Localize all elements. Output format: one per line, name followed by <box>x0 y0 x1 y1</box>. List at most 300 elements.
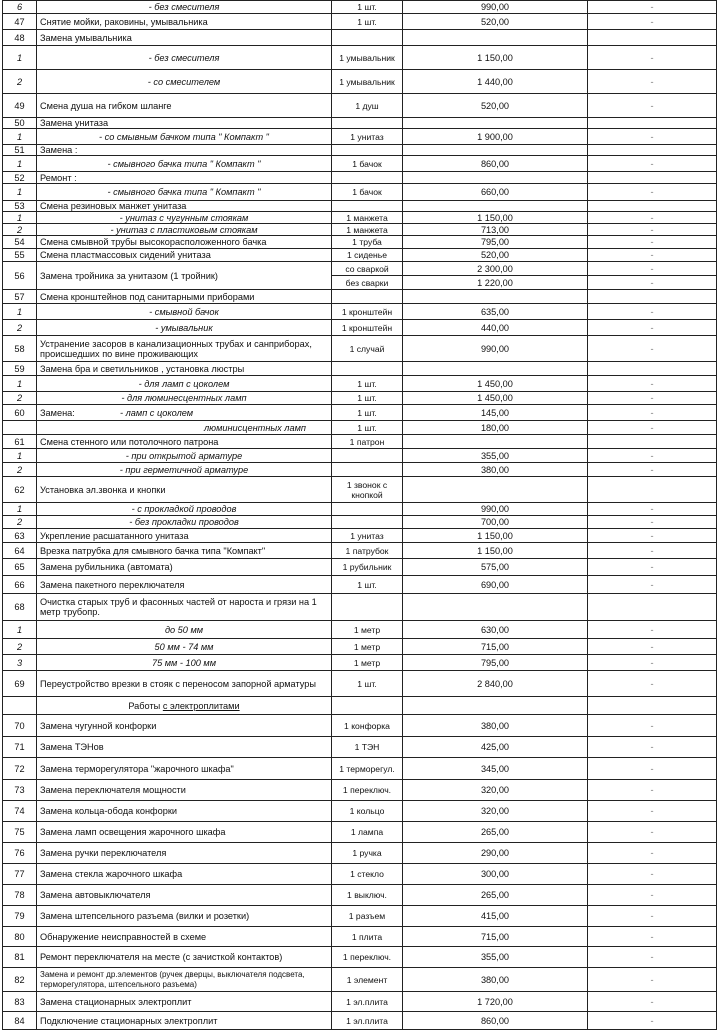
table-row <box>3 621 717 639</box>
row-unit: 1 переключ. <box>332 947 403 968</box>
table-row <box>3 118 717 129</box>
row-number: 2 <box>3 463 37 477</box>
row-description: Замена : <box>37 145 332 156</box>
table-row <box>3 864 717 885</box>
row-price <box>403 201 588 212</box>
row-unit: 1 шт. <box>332 376 403 392</box>
row-extra: - <box>588 392 717 405</box>
row-description: Замена ТЭНов <box>37 737 332 758</box>
row-number: 2 <box>3 516 37 529</box>
row-extra: - <box>588 516 717 529</box>
table-row <box>3 262 717 276</box>
table-row <box>3 94 717 118</box>
row-number: 1 <box>3 46 37 70</box>
row-price: 440,00 <box>403 320 588 336</box>
row-unit: 1 умывальник <box>332 46 403 70</box>
row-price: 635,00 <box>403 304 588 320</box>
row-unit <box>332 697 403 715</box>
table-row <box>3 1 717 14</box>
table-row <box>3 576 717 594</box>
row-extra: - <box>588 621 717 639</box>
row-extra: - <box>588 129 717 145</box>
row-number: 1 <box>3 621 37 639</box>
row-price: 1 900,00 <box>403 129 588 145</box>
row-description: Замена терморегулятора "жарочного шкафа" <box>37 758 332 780</box>
row-extra: - <box>588 529 717 543</box>
row-unit: 1 патрон <box>332 435 403 449</box>
row-extra: - <box>588 262 717 276</box>
row-price: 795,00 <box>403 236 588 249</box>
table-row <box>3 594 717 621</box>
row-number: 56 <box>3 262 37 290</box>
row-description: - умывальник <box>37 320 332 336</box>
row-extra: - <box>588 336 717 362</box>
row-unit: 1 терморегул. <box>332 758 403 780</box>
row-price: 990,00 <box>403 1 588 14</box>
table-row <box>3 697 717 715</box>
table-row <box>3 145 717 156</box>
row-description: - со смесителем <box>37 70 332 94</box>
row-extra: - <box>588 276 717 290</box>
row-extra: - <box>588 70 717 94</box>
row-price: 715,00 <box>403 927 588 947</box>
row-extra: - <box>588 503 717 516</box>
row-price: 1 450,00 <box>403 376 588 392</box>
row-price: 860,00 <box>403 1012 588 1030</box>
row-extra: - <box>588 671 717 697</box>
section-heading <box>37 697 332 715</box>
row-number: 54 <box>3 236 37 249</box>
row-extra: - <box>588 906 717 927</box>
table-row <box>3 392 717 405</box>
description-prefix: Замена: <box>40 407 75 418</box>
table-row <box>3 172 717 184</box>
row-price <box>403 362 588 376</box>
row-description: - унитаз с пластиковым стоякам <box>37 224 332 236</box>
price-list-sheet <box>2 0 716 1030</box>
row-extra: - <box>588 947 717 968</box>
row-unit <box>332 30 403 46</box>
row-extra <box>588 145 717 156</box>
row-description: - для ламп с цоколем <box>37 376 332 392</box>
table-row <box>3 46 717 70</box>
row-extra: - <box>588 992 717 1012</box>
row-description: Установка эл.звонка и кнопки <box>37 477 332 503</box>
row-unit <box>332 362 403 376</box>
row-number: 2 <box>3 392 37 405</box>
table-row <box>3 780 717 801</box>
row-price: 320,00 <box>403 780 588 801</box>
row-price: 1 150,00 <box>403 212 588 224</box>
row-description: Замена и ремонт др.элементов (ручек дверцы, выключателя подсвета, терморегулятора, штепсельного разъема) <box>37 968 332 992</box>
row-unit <box>332 503 403 516</box>
table-row <box>3 201 717 212</box>
row-extra <box>588 201 717 212</box>
description-subitem: люминисцентных ламп <box>204 422 306 433</box>
table-row <box>3 559 717 576</box>
table-row <box>3 70 717 94</box>
row-extra: - <box>588 405 717 421</box>
row-description: - без прокладки проводов <box>37 516 332 529</box>
row-unit <box>332 463 403 477</box>
row-unit <box>332 594 403 621</box>
row-unit: 1 умывальник <box>332 70 403 94</box>
row-price: 2 300,00 <box>403 262 588 276</box>
row-extra <box>588 435 717 449</box>
row-unit: 1 шт. <box>332 576 403 594</box>
row-number: 72 <box>3 758 37 780</box>
row-number: 62 <box>3 477 37 503</box>
row-extra: - <box>588 421 717 435</box>
row-price: 520,00 <box>403 249 588 262</box>
row-price <box>403 435 588 449</box>
row-price: 520,00 <box>403 14 588 30</box>
row-price: 575,00 <box>403 559 588 576</box>
table-row <box>3 947 717 968</box>
row-extra: - <box>588 212 717 224</box>
row-description: Замена штепсельного разъема (вилки и розетки) <box>37 906 332 927</box>
row-number: 57 <box>3 290 37 304</box>
table-row <box>3 224 717 236</box>
row-description: Смена пластмассовых сидений унитаза <box>37 249 332 262</box>
row-description: Замена пакетного переключателя <box>37 576 332 594</box>
table-row <box>3 968 717 992</box>
row-number: 69 <box>3 671 37 697</box>
row-description: Замена кольца-обода конфорки <box>37 801 332 822</box>
row-extra: - <box>588 543 717 559</box>
row-unit: 1 сиденье <box>332 249 403 262</box>
row-description: Смена стенного или потолочного патрона <box>37 435 332 449</box>
row-extra: - <box>588 758 717 780</box>
table-row <box>3 249 717 262</box>
row-number: 55 <box>3 249 37 262</box>
table-row <box>3 362 717 376</box>
row-unit: 1 кронштейн <box>332 320 403 336</box>
row-price <box>403 145 588 156</box>
row-price: 380,00 <box>403 715 588 737</box>
table-row <box>3 885 717 906</box>
row-extra: - <box>588 1 717 14</box>
row-extra: - <box>588 968 717 992</box>
table-row <box>3 906 717 927</box>
row-extra <box>588 118 717 129</box>
row-description: Обнаружение неисправностей в схеме <box>37 927 332 947</box>
price-table-body <box>3 1 717 1030</box>
row-extra: - <box>588 376 717 392</box>
table-row <box>3 639 717 655</box>
row-price <box>403 30 588 46</box>
row-number: 6 <box>3 1 37 14</box>
row-price: 520,00 <box>403 94 588 118</box>
row-unit: 1 шт. <box>332 405 403 421</box>
row-description: Ремонт переключателя на месте (с зачисткой контактов) <box>37 947 332 968</box>
row-price: 860,00 <box>403 156 588 172</box>
table-row <box>3 801 717 822</box>
table-row <box>3 1012 717 1030</box>
row-number: 1 <box>3 184 37 201</box>
description-subitem: - ламп с цоколем <box>120 407 194 418</box>
row-description: Замена автовыключателя <box>37 885 332 906</box>
table-row <box>3 503 717 516</box>
price-table <box>2 0 717 1030</box>
row-unit: 1 кронштейн <box>332 304 403 320</box>
table-row <box>3 290 717 304</box>
row-number: 76 <box>3 843 37 864</box>
row-unit: 1 метр <box>332 621 403 639</box>
row-number: 78 <box>3 885 37 906</box>
row-unit: 1 эл.плита <box>332 992 403 1012</box>
row-extra: - <box>588 449 717 463</box>
row-description: Замена рубильника (автомата) <box>37 559 332 576</box>
row-unit: 1 манжета <box>332 212 403 224</box>
row-extra: - <box>588 46 717 70</box>
row-unit: 1 шт. <box>332 14 403 30</box>
row-price <box>403 172 588 184</box>
row-unit: 1 рубильник <box>332 559 403 576</box>
row-unit: 1 стекло <box>332 864 403 885</box>
row-description: - для люминесцентных ламп <box>37 392 332 405</box>
row-extra: - <box>588 94 717 118</box>
row-unit: 1 манжета <box>332 224 403 236</box>
row-unit: 1 метр <box>332 655 403 671</box>
row-price <box>403 697 588 715</box>
row-extra: - <box>588 156 717 172</box>
row-description: - со смывным бачком типа " Компакт " <box>37 129 332 145</box>
table-row <box>3 758 717 780</box>
row-description: 75 мм - 100 мм <box>37 655 332 671</box>
row-number: 65 <box>3 559 37 576</box>
row-number: 2 <box>3 639 37 655</box>
row-unit: 1 лампа <box>332 822 403 843</box>
row-extra: - <box>588 801 717 822</box>
row-extra: - <box>588 320 717 336</box>
row-description: 50 мм - 74 мм <box>37 639 332 655</box>
row-description: Смена смывной трубы высокорасположенного бачка <box>37 236 332 249</box>
row-price: 1 150,00 <box>403 529 588 543</box>
row-unit <box>332 172 403 184</box>
row-number: 64 <box>3 543 37 559</box>
table-row <box>3 671 717 697</box>
row-unit: 1 шт. <box>332 392 403 405</box>
table-row <box>3 477 717 503</box>
row-number: 1 <box>3 212 37 224</box>
table-row <box>3 30 717 46</box>
row-extra: - <box>588 737 717 758</box>
row-unit <box>332 118 403 129</box>
row-extra <box>588 362 717 376</box>
row-unit: 1 ручка <box>332 843 403 864</box>
row-unit: 1 разъем <box>332 906 403 927</box>
row-description: Смена душа на гибком шланге <box>37 94 332 118</box>
table-row <box>3 435 717 449</box>
row-unit: 1 бачок <box>332 156 403 172</box>
table-row <box>3 421 717 435</box>
row-number: 79 <box>3 906 37 927</box>
row-description: Смена резиновых манжет унитаза <box>37 201 332 212</box>
row-description: Смена кронштейнов под санитарными приборами <box>37 290 332 304</box>
row-description <box>37 421 332 435</box>
row-extra: - <box>588 822 717 843</box>
table-row <box>3 336 717 362</box>
row-unit <box>332 145 403 156</box>
row-price: 1 450,00 <box>403 392 588 405</box>
row-unit: 1 конфорка <box>332 715 403 737</box>
row-price: 1 220,00 <box>403 276 588 290</box>
row-number: 61 <box>3 435 37 449</box>
row-description: Снятие мойки, раковины, умывальника <box>37 14 332 30</box>
row-unit: без сварки <box>332 276 403 290</box>
row-number: 68 <box>3 594 37 621</box>
table-row <box>3 320 717 336</box>
row-unit: 1 шт. <box>332 421 403 435</box>
section-heading-text: Работы с электроплитами <box>128 700 240 711</box>
row-description: Замена стационарных электроплит <box>37 992 332 1012</box>
row-description: Замена чугунной конфорки <box>37 715 332 737</box>
row-price: 1 720,00 <box>403 992 588 1012</box>
row-number: 59 <box>3 362 37 376</box>
row-number: 48 <box>3 30 37 46</box>
row-price: 425,00 <box>403 737 588 758</box>
row-unit: 1 переключ. <box>332 780 403 801</box>
row-number: 75 <box>3 822 37 843</box>
table-row <box>3 184 717 201</box>
row-number: 2 <box>3 224 37 236</box>
row-description: - смывной бачок <box>37 304 332 320</box>
row-number: 1 <box>3 449 37 463</box>
row-extra <box>588 172 717 184</box>
row-number: 74 <box>3 801 37 822</box>
row-description: Замена стекла жарочного шкафа <box>37 864 332 885</box>
row-description: - при герметичной арматуре <box>37 463 332 477</box>
row-price <box>403 118 588 129</box>
table-row <box>3 822 717 843</box>
row-unit: 1 душ <box>332 94 403 118</box>
row-description: - с прокладкой проводов <box>37 503 332 516</box>
row-unit: 1 эл.плита <box>332 1012 403 1030</box>
row-number <box>3 697 37 715</box>
row-price: 990,00 <box>403 336 588 362</box>
table-row <box>3 715 717 737</box>
row-description: - смывного бачка типа " Компакт " <box>37 156 332 172</box>
row-extra <box>588 290 717 304</box>
row-price: 380,00 <box>403 968 588 992</box>
table-row <box>3 376 717 392</box>
row-extra: - <box>588 249 717 262</box>
row-extra: - <box>588 885 717 906</box>
row-price: 715,00 <box>403 639 588 655</box>
row-price: 380,00 <box>403 463 588 477</box>
row-number <box>3 421 37 435</box>
row-number: 1 <box>3 156 37 172</box>
row-extra: - <box>588 927 717 947</box>
row-extra: - <box>588 843 717 864</box>
row-price: 1 440,00 <box>403 70 588 94</box>
row-description: - при открытой арматуре <box>37 449 332 463</box>
row-description: Замена ламп освещения жарочного шкафа <box>37 822 332 843</box>
row-unit <box>332 516 403 529</box>
row-unit: 1 ТЭН <box>332 737 403 758</box>
row-extra <box>588 30 717 46</box>
table-row <box>3 14 717 30</box>
table-row <box>3 236 717 249</box>
table-row <box>3 304 717 320</box>
row-extra: - <box>588 576 717 594</box>
table-row <box>3 737 717 758</box>
row-extra: - <box>588 1012 717 1030</box>
table-row <box>3 927 717 947</box>
row-unit: 1 бачок <box>332 184 403 201</box>
row-number: 66 <box>3 576 37 594</box>
row-price: 145,00 <box>403 405 588 421</box>
row-number: 80 <box>3 927 37 947</box>
row-unit: 1 труба <box>332 236 403 249</box>
row-unit: 1 кольцо <box>332 801 403 822</box>
row-extra: - <box>588 655 717 671</box>
row-unit: 1 патрубок <box>332 543 403 559</box>
row-unit: 1 метр <box>332 639 403 655</box>
row-unit: 1 шт. <box>332 671 403 697</box>
row-number: 1 <box>3 129 37 145</box>
row-number: 84 <box>3 1012 37 1030</box>
row-number: 1 <box>3 304 37 320</box>
row-price: 355,00 <box>403 947 588 968</box>
row-number: 3 <box>3 655 37 671</box>
row-number: 77 <box>3 864 37 885</box>
row-price: 2 840,00 <box>403 671 588 697</box>
row-unit: 1 выключ. <box>332 885 403 906</box>
row-number: 2 <box>3 70 37 94</box>
row-description: Замена ручки переключателя <box>37 843 332 864</box>
row-description: Укрепление расшатанного унитаза <box>37 529 332 543</box>
row-number: 58 <box>3 336 37 362</box>
row-extra <box>588 697 717 715</box>
row-price: 265,00 <box>403 885 588 906</box>
row-description: Врезка патрубка для смывного бачка типа "Компакт" <box>37 543 332 559</box>
row-extra: - <box>588 780 717 801</box>
table-row <box>3 516 717 529</box>
row-description: Замена бра и светильников , установка люстры <box>37 362 332 376</box>
row-price: 713,00 <box>403 224 588 236</box>
row-description: - без смесителя <box>37 1 332 14</box>
row-extra: - <box>588 463 717 477</box>
table-row <box>3 655 717 671</box>
row-price: 300,00 <box>403 864 588 885</box>
row-description: Ремонт : <box>37 172 332 184</box>
row-number: 60 <box>3 405 37 421</box>
row-unit: 1 звонок с кнопкой <box>332 477 403 503</box>
row-description: Очистка старых труб и фасонных частей от нароста и грязи на 1 метр трубопр. <box>37 594 332 621</box>
row-unit <box>332 201 403 212</box>
table-row <box>3 405 717 421</box>
row-price: 320,00 <box>403 801 588 822</box>
row-unit <box>332 449 403 463</box>
row-price <box>403 594 588 621</box>
table-row <box>3 129 717 145</box>
row-description: Устранение засоров в канализационных трубах и санприборах, происшедших по вине проживающих <box>37 336 332 362</box>
row-price: 660,00 <box>403 184 588 201</box>
row-number: 1 <box>3 503 37 516</box>
row-price: 345,00 <box>403 758 588 780</box>
row-description: Замена переключателя мощности <box>37 780 332 801</box>
table-row <box>3 543 717 559</box>
row-extra: - <box>588 639 717 655</box>
row-description <box>37 405 332 421</box>
row-unit: 1 элемент <box>332 968 403 992</box>
table-row <box>3 156 717 172</box>
row-price: 1 150,00 <box>403 543 588 559</box>
row-number: 81 <box>3 947 37 968</box>
row-number: 50 <box>3 118 37 129</box>
